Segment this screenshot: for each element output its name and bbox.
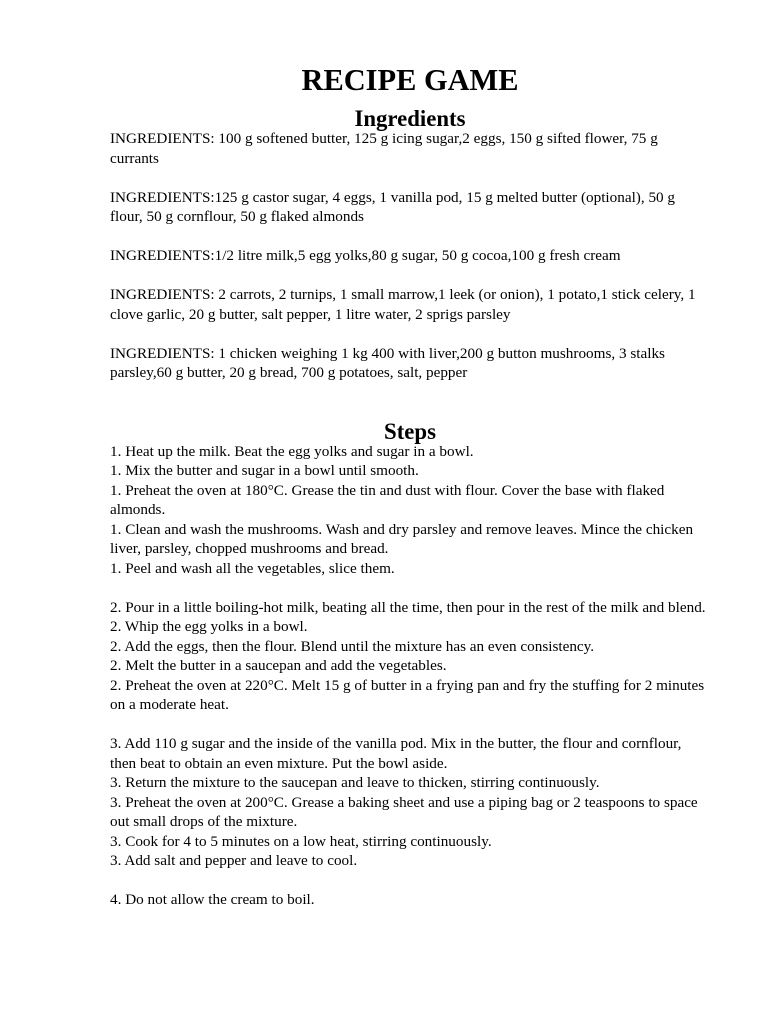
step-line: 3. Preheat the oven at 200°C. Grease a baking sheet and use a piping bag or 2 teaspoons to space out small drops of the mixture. [110,793,698,830]
ingredient-paragraph: INGREDIENTS:125 g castor sugar, 4 eggs, 1 vanilla pod, 15 g melted butter (optional), 50 g flour, 50 g cornflour, 50 g flaked almonds [110,188,676,225]
step-line: 2. Whip the egg yolks in a bowl. [110,618,308,635]
step-line: 2. Melt the butter in a saucepan and add the vegetables. [110,657,447,674]
step-group-2 [110,598,710,715]
step-line: 3. Add salt and pepper and leave to cool. [110,852,358,869]
step-line: 3. Add 110 g sugar and the inside of the vanilla pod. Mix in the butter, the flour and cornflour, then beat to obtain an even mixture. Put the bowl aside. [110,735,682,772]
ingredient-paragraph: INGREDIENTS:1/2 litre milk,5 egg yolks,80 g sugar, 50 g cocoa,100 g fresh cream [110,247,621,264]
step-group-4 [110,890,710,910]
step-group-1 [110,442,710,579]
ingredients-list [110,129,710,383]
step-line: 1. Clean and wash the mushrooms. Wash and dry parsley and remove leaves. Mince the chicken liver, parsley, chopped mushrooms and bread. [110,520,694,557]
step-group-3 [110,734,710,871]
step-line: 1. Preheat the oven at 180°C. Grease the tin and dust with flour. Cover the base with flaked almonds. [110,481,665,518]
step-line: 3. Return the mixture to the saucepan and leave to thicken, stirring continuously. [110,774,600,791]
ingredient-paragraph: INGREDIENTS: 1 chicken weighing 1 kg 400 with liver,200 g button mushrooms, 3 stalks parsley,60 g butter, 20 g bread, 700 g potatoes, salt, pepper [110,344,665,381]
step-line: 2. Pour in a little boiling-hot milk, beating all the time, then pour in the rest of the milk and blend. [110,598,706,616]
step-line: 3. Cook for 4 to 5 minutes on a low heat, stirring continuously. [110,832,492,850]
steps-heading: Steps [384,418,436,444]
step-line: 4. Do not allow the cream to boil. [110,891,315,908]
step-line: 2. Add the eggs, then the flour. Blend until the mixture has an even consistency. [110,637,595,655]
page-title: RECIPE GAME [301,63,519,97]
step-line: 1. Heat up the milk. Beat the egg yolks and sugar in a bowl. [110,442,474,460]
step-line: 1. Mix the butter and sugar in a bowl until smooth. [110,462,419,479]
ingredient-paragraph: INGREDIENTS: 2 carrots, 2 turnips, 1 small marrow,1 leek (or onion), 1 potato,1 stick celery, 1 clove garlic, 20 g butter, salt pepper, 1 litre water, 2 sprigs parsley [110,286,696,323]
step-line: 1. Peel and wash all the vegetables, slice them. [110,559,395,577]
ingredient-paragraph: INGREDIENTS: 100 g softened butter, 125 g icing sugar,2 eggs, 150 g sifted flower, 75 g currants [110,130,658,167]
steps-list [110,442,710,910]
document-page [110,63,710,929]
ingredients-heading: Ingredients [354,106,466,131]
step-line: 2. Preheat the oven at 220°C. Melt 15 g of butter in a frying pan and fry the stuffing for 2 minutes on a moderate heat. [110,676,705,713]
